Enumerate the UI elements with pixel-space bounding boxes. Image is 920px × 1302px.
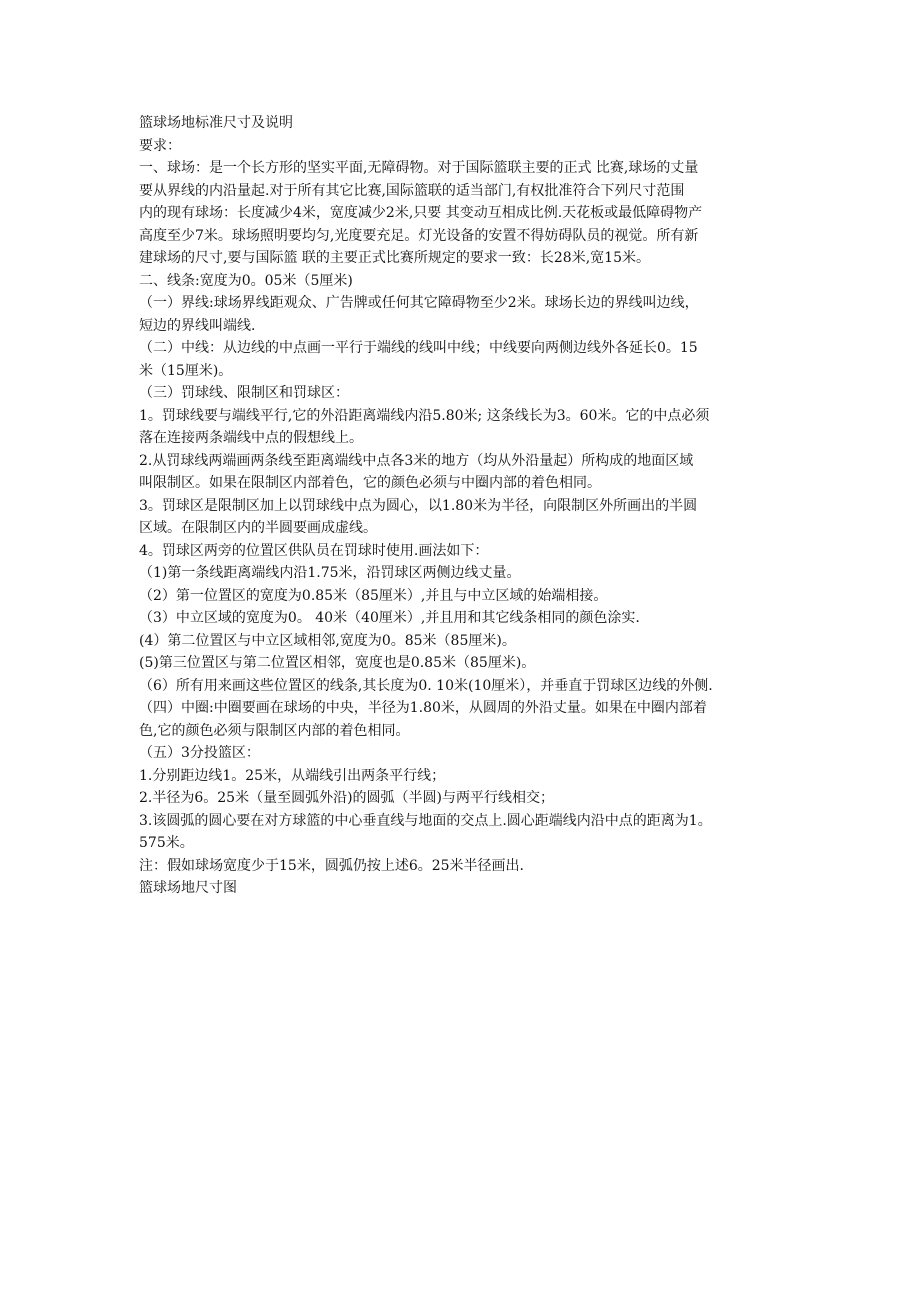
text-line: 叫限制区。如果在限制区内部着色，它的颜色必须与中圈内部的着色相同。 [139,475,601,491]
text-line: (4）第二位置区与中立区域相邻,宽度为0。85米（85厘米)。 [139,632,516,649]
text-line: 2.半径为6。25米（量至圆弧外沿)的圆弧（半圆)与两平行线相交； [139,790,555,806]
text-line: （一）界线:球场界线距观众、广告牌或任何其它障碍物至少2米。球场长边的界线叫边线， [139,295,699,311]
text-line: 落在连接两条端线中点的假想线上。 [139,430,363,446]
text-line: （3）中立区域的宽度为0。 40米（40厘米）,并且用和其它线条相同的颜色涂实. [139,610,640,626]
text-line: 建球场的尺寸,要与国际篮 联的主要正式比赛所规定的要求一致：长28米,宽15米。 [139,250,650,266]
text-line: （四）中圈:中圈要画在球场的中央，半径为1.80米，从圆周的外沿丈量。如果在中圈内部着 [139,700,707,716]
note-line: 注：假如球场宽度少于15米，圆弧仍按上述6。25米半径画出. [139,857,524,874]
text-line: 2.从罚球线两端画两条线至距离端线中点各3米的地方（均从外沿量起）所构成的地面区域 [139,452,694,469]
text-line: 一、球场：是一个长方形的坚实平面,无障碍物。对于国际篮联主要的正式 比赛,球场的丈量 [139,160,699,176]
document-title: 篮球场地标准尺寸及说明 [139,115,293,131]
text-line: 1.分别距边线1。25米，从端线引出两条平行线； [139,767,446,784]
text-line: 内的现有球场：长度减少4米，宽度减少2米,只要 其变动互相成比例.天花板或最低障碍物产 [139,205,703,221]
section-heading-lines: 二、线条:宽度为0。05米（5厘米) [139,272,353,289]
text-line: （6）所有用来画这些位置区的线条,其长度为0. 10米(10厘米），并垂直于罚球区边线的外侧. [139,677,713,694]
subsection-heading: （五）3分投篮区： [139,745,260,761]
text-line: 区域。在限制区内的半圆要画成虚线。 [139,520,377,536]
text-line: （二）中线：从边线的中点画一平行于端线的线叫中线；中线要向两侧边线外各延长0。15 [139,340,698,356]
text-line: 色,它的颜色必须与限制区内部的着色相同。 [139,722,410,739]
text-line: （2）第一位置区的宽度为0.85米（85厘米）,并且与中立区域的始端相接。 [139,587,608,604]
document-body [139,112,799,900]
text-line: 米（15厘米)。 [139,362,233,379]
subsection-heading: （三）罚球线、限制区和罚球区： [139,385,349,401]
text-line: (5)第三位置区与第二位置区相邻，宽度也是0.85米（85厘米)。 [139,655,536,671]
text-line: 高度至少7米。球场照明要均匀,光度要充足。灯光设备的安置不得妨碍队员的视觉。所有新 [139,227,699,244]
text-line: 要从界线的内沿量起.对于所有其它比赛,国际篮联的适当部门,有权批准符合下列尺寸范围 [139,182,685,199]
text-line: （1)第一条线距离端线内沿1.75米，沿罚球区两侧边线丈量。 [139,565,521,581]
text-line: 1。罚球线要与端线平行,它的外沿距离端线内沿5.80米; 这条线长为3。60米。它的中点必须 [139,407,710,424]
text-line: 短边的界线叫端线. [139,317,256,334]
text-line: 575米。 [139,835,194,851]
text-line: 3。罚球区是限制区加上以罚球线中点为圆心，以1.80米为半径，向限制区外所画出的半圆 [139,497,698,514]
requirements-heading: 要求： [139,137,181,154]
diagram-caption: 篮球场地尺寸图 [139,880,237,896]
text-line: 3.该圆弧的圆心要在对方球篮的中心垂直线与地面的交点上.圆心距端线内沿中点的距离为1。 [139,812,712,829]
text-line: 4。罚球区两旁的位置区供队员在罚球时使用.画法如下： [139,542,489,559]
